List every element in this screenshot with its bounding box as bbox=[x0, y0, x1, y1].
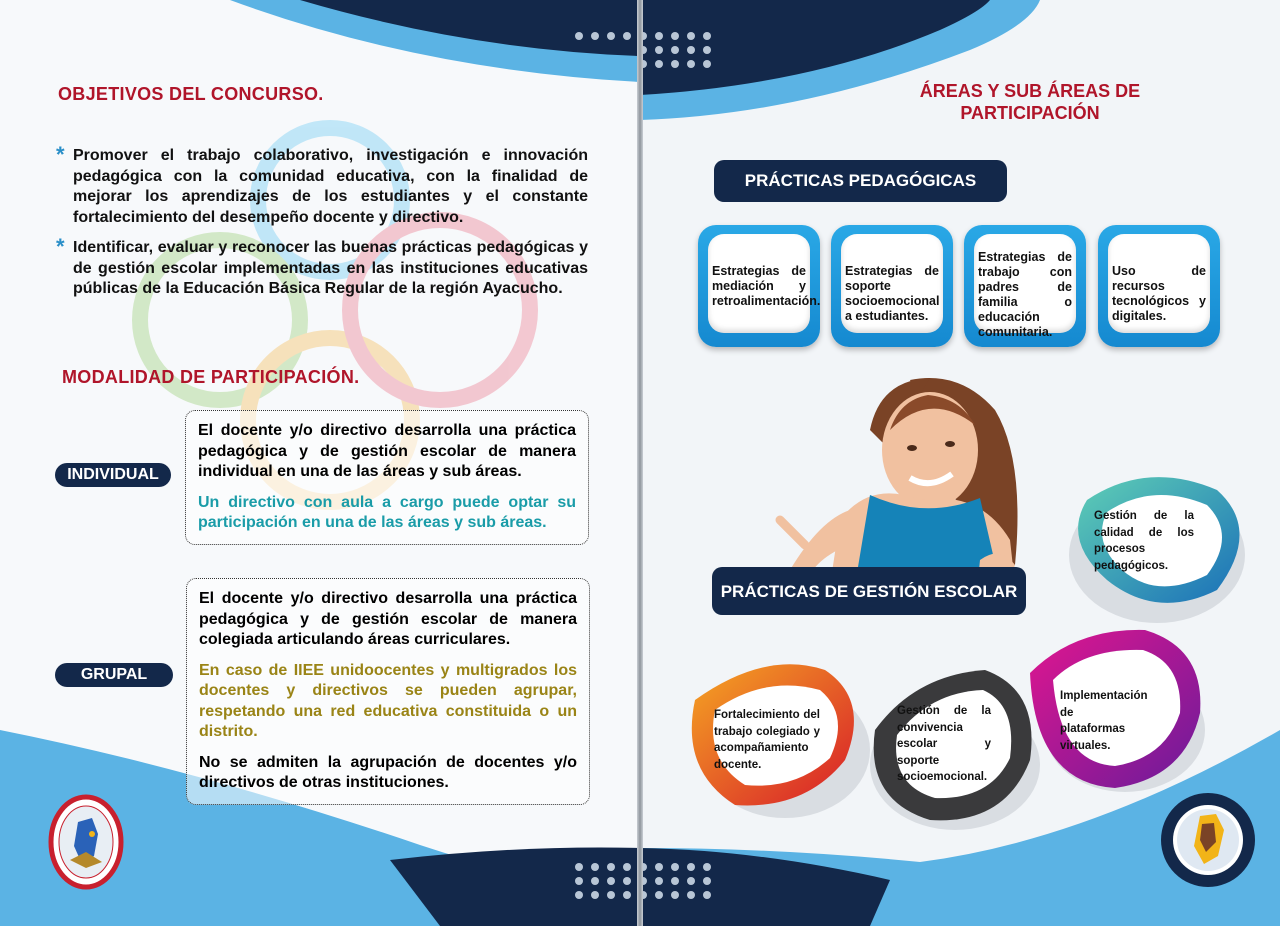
pedagogical-practices-banner: PRÁCTICAS PEDAGÓGICAS bbox=[714, 160, 1007, 202]
dre-ayacucho-logo bbox=[1158, 790, 1258, 890]
individual-box bbox=[185, 410, 589, 545]
dot-grid-top-right bbox=[640, 32, 712, 68]
pedagogical-card: Uso de recursos tecnológicos y digitales. bbox=[1098, 225, 1220, 347]
individual-text: El docente y/o directivo desarrolla una práctica pedagógica y de gestión escolar de manera individual en una de las áreas y sub áreas. bbox=[198, 422, 576, 480]
pedagogical-card: Estrategias de soporte socioemocional a estudiantes. bbox=[831, 225, 953, 347]
individual-note: Un directivo con aula a cargo puede optar su participación en una de las áreas y sub áreas. bbox=[198, 493, 576, 531]
page-fold bbox=[637, 0, 643, 926]
right-page bbox=[640, 0, 1280, 926]
bullet-star-icon: * bbox=[56, 234, 65, 259]
areas-title: ÁREAS Y SUB ÁREAS DE PARTICIPACIÓN bbox=[919, 81, 1141, 123]
grupal-restriction: No se admiten la agrupación de docentes y/o directivos de otras instituciones. bbox=[199, 753, 577, 791]
grupal-note: En caso de IIEE unidoocentes y multigrados los docentes y directivos se pueden agrupar, respetando una red educativa constituida o un distrito. bbox=[199, 661, 577, 740]
grupal-box bbox=[186, 578, 590, 805]
woman-pointing-illustration bbox=[760, 370, 1030, 585]
ring-collegiate-work-text: Fortalecimiento del trabajo colegiado y acompañamiento docente. bbox=[714, 709, 820, 771]
dot-grid-top-left bbox=[575, 32, 640, 40]
ring-quality-text: Gestión de la calidad de los procesos pedagógicos. bbox=[1094, 510, 1194, 572]
objective-item: * Identificar, evaluar y reconocer las buenas prácticas pedagógicas y de gestión escolar implementadas en las instituciones educativas públicas de la Educación Básica Regular de la región Ayacucho. bbox=[56, 234, 588, 297]
dot-grid-bottom-right bbox=[640, 863, 712, 899]
pedagogical-card: Estrategias de trabajo con padres de familia o educación comunitaria. bbox=[964, 225, 1086, 347]
pedagogical-card: Estrategias de mediación y retroalimentación. bbox=[698, 225, 820, 347]
individual-label: INDIVIDUAL bbox=[55, 463, 171, 487]
modality-title: MODALIDAD DE PARTICIPACIÓN. bbox=[62, 367, 360, 387]
school-management-banner: PRÁCTICAS DE GESTIÓN ESCOLAR bbox=[712, 567, 1026, 615]
grupal-label: GRUPAL bbox=[55, 663, 173, 687]
bullet-star-icon: * bbox=[56, 142, 65, 167]
objective-item: * Promover el trabajo colaborativo, investigación e innovación pedagógica con la comunidad educativa, con la finalidad de mejorar los aprendizajes de los estudiantes y el constante fortalecimiento del desempeño docente y directivo. bbox=[56, 142, 588, 226]
grupal-text: El docente y/o directivo desarrolla una práctica pedagógica y de gestión escolar de manera colegiada articulando áreas curriculares. bbox=[199, 590, 577, 648]
ring-coexistence-text: Gestión de la convivencia escolar y soporte socioemocional. bbox=[897, 705, 991, 783]
gobierno-regional-logo bbox=[48, 794, 124, 890]
ring-virtual-platforms-text: Implementación de plataformas virtuales. bbox=[1060, 690, 1148, 752]
objectives-title: OBJETIVOS DEL CONCURSO. bbox=[58, 84, 324, 104]
dot-grid-bottom-left bbox=[575, 863, 640, 899]
